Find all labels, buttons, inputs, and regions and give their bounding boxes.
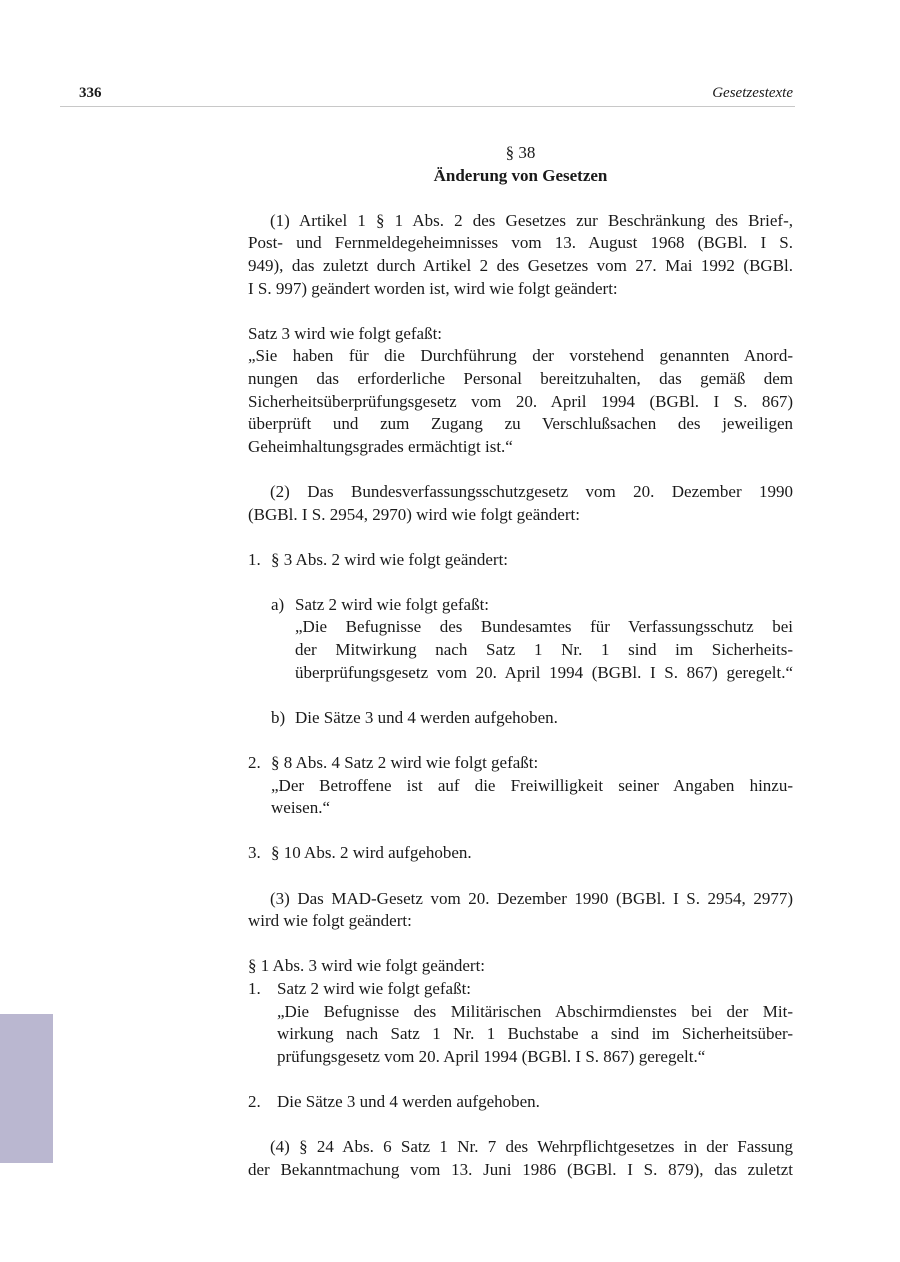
list-text: Die Sätze 3 und 4 werden aufgehoben. [277, 1091, 540, 1111]
list-text: Satz 2 wird wie folgt gefaßt: [277, 978, 472, 998]
text-line: nungen das erforderliche Personal bereitzuhalten, das gemäß dem [248, 368, 793, 388]
section-title: Änderung von Gesetzen [433, 165, 608, 185]
list-label: 2. [248, 1091, 261, 1111]
list-item [248, 978, 793, 1001]
list-text: Satz 2 wird wie folgt gefaßt: [295, 594, 490, 614]
text-line: (1) Artikel 1 § 1 Abs. 2 des Gesetzes zur Beschränkung des Brief-, [270, 210, 793, 230]
text-line: überprüft und zum Zugang zu Verschlußsachen des jeweiligen [248, 414, 793, 434]
list-item [248, 752, 793, 775]
text-line: „Die Befugnisse des Bundesamtes für Verfassungsschutz bei [295, 617, 793, 637]
list-text: Die Sätze 3 und 4 werden aufgehoben. [295, 707, 558, 727]
text-line: „Sie haben für die Durchführung der vorstehend genannten Anord- [248, 346, 793, 366]
text-line: weisen.“ [271, 798, 331, 818]
text-line: „Die Befugnisse des Militärischen Abschirmdienstes bei der Mit- [277, 1001, 793, 1021]
text-line: wirkung nach Satz 1 Nr. 1 Buchstabe a sind im Sicherheitsüber- [277, 1024, 793, 1044]
text-line: Sicherheitsüberprüfungsgesetz vom 20. April 1994 (BGBl. I S. 867) [248, 391, 793, 411]
list-label: a) [271, 594, 285, 614]
list-label: 3. [248, 843, 261, 863]
list-item [248, 842, 793, 865]
text-line: überprüfungsgesetz vom 20. April 1994 (BGBl. I S. 867) geregelt.“ [295, 662, 793, 682]
text-line: I S. 997) geändert worden ist, wird wie folgt geändert: [248, 278, 618, 298]
text-line: „Der Betroffene ist auf die Freiwilligkeit seiner Angaben hinzu- [271, 775, 793, 795]
text-line: § 1 Abs. 3 wird wie folgt geändert: [248, 956, 486, 976]
list-label: 1. [248, 549, 261, 569]
text-line: (4) § 24 Abs. 6 Satz 1 Nr. 7 des Wehrpflichtgesetzes in der Fassung [270, 1137, 793, 1157]
text-line: (2) Das Bundesverfassungsschutzgesetz vom 20. Dezember 1990 [270, 481, 793, 501]
text-line: Satz 3 wird wie folgt gefaßt: [248, 323, 443, 343]
list-label: b) [271, 707, 286, 727]
list-label: 2. [248, 753, 261, 773]
header-rule [60, 106, 795, 107]
section-number: § 38 [505, 143, 536, 162]
list-label: 1. [248, 978, 261, 998]
text-line: der Mitwirkung nach Satz 1 Nr. 1 sind im Sicherheits- [295, 640, 793, 660]
running-title: Gesetzestexte [712, 85, 793, 101]
page-number: 336 [79, 85, 102, 101]
text-line: (3) Das MAD-Gesetz vom 20. Dezember 1990 (BGBl. I S. 2954, 2977) [270, 888, 793, 908]
list-item [248, 707, 793, 730]
text-line: prüfungsgesetz vom 20. April 1994 (BGBl. I S. 867) geregelt.“ [277, 1046, 706, 1066]
thumb-index-tab [0, 1014, 53, 1163]
text-line: der Bekanntmachung vom 13. Juni 1986 (BGBl. I S. 879), das zuletzt [248, 1159, 793, 1179]
text-line: 949), das zuletzt durch Artikel 2 des Gesetzes vom 27. Mai 1992 (BGBl. [248, 255, 793, 275]
text-line: Post- und Fernmeldegeheimnisses vom 13. August 1968 (BGBl. I S. [248, 233, 793, 253]
list-text: § 10 Abs. 2 wird aufgehoben. [271, 843, 472, 863]
list-item [248, 549, 793, 572]
list-item [248, 1091, 793, 1114]
list-text: § 8 Abs. 4 Satz 2 wird wie folgt gefaßt: [271, 753, 539, 773]
list-text: § 3 Abs. 2 wird wie folgt geändert: [271, 549, 509, 569]
list-item [248, 594, 793, 617]
document-body [248, 142, 793, 1181]
text-line: (BGBl. I S. 2954, 2970) wird wie folgt geändert: [248, 504, 580, 524]
text-line: Geheimhaltungsgrades ermächtigt ist.“ [248, 436, 513, 456]
text-line: wird wie folgt geändert: [248, 911, 412, 931]
